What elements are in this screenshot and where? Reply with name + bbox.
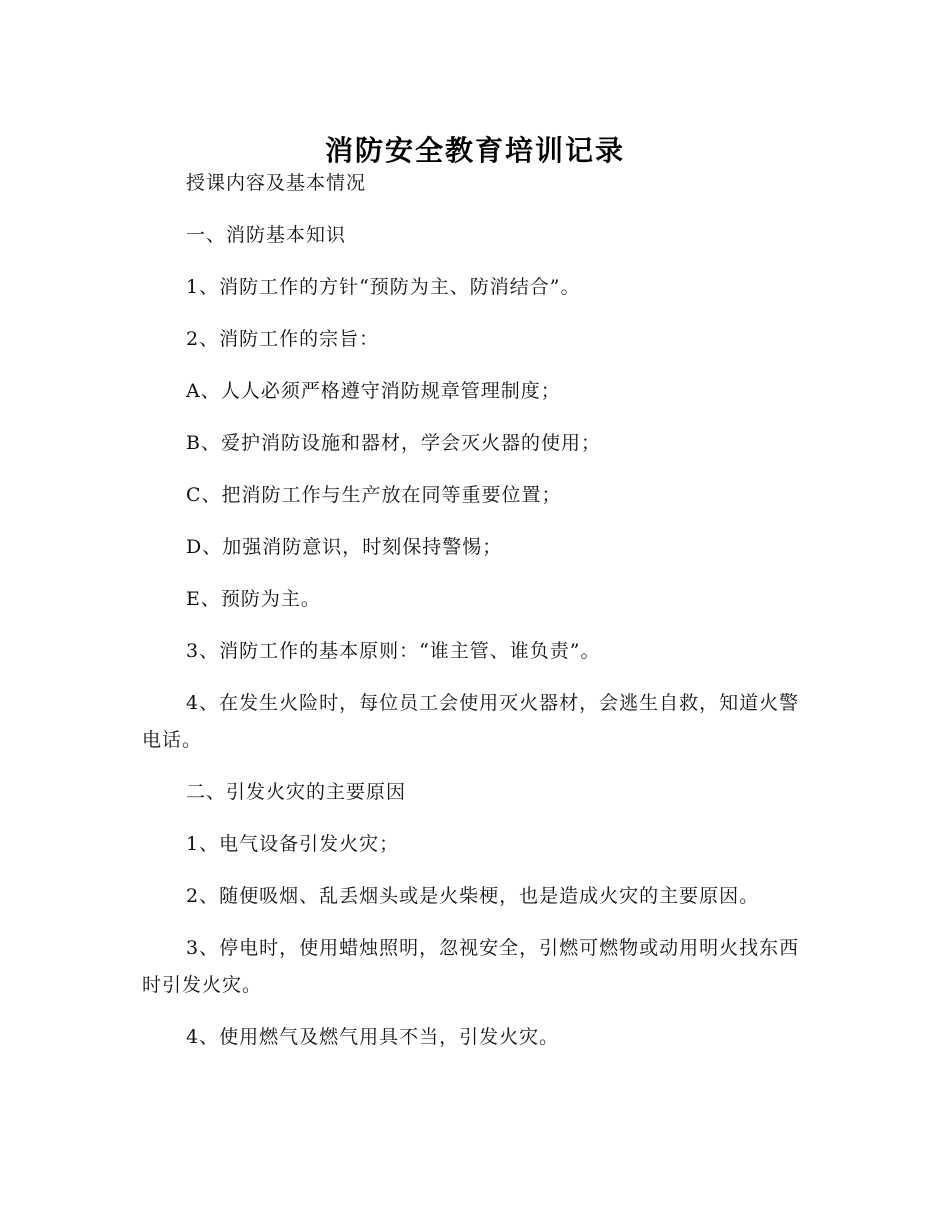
document-body (142, 165, 808, 1056)
paragraph-emergency: 4、在发生火险时，每位员工会使用灭火器材，会逃生自救，知道火警电话。 (142, 692, 800, 751)
list-item-a: A、人人必须严格遵守消防规章管理制度； (186, 380, 561, 402)
cause-item-3: 3、停电时，使用蜡烛照明，忽视安全，引燃可燃物或动用明火找东西时引发火灾。 (142, 937, 800, 996)
cause-item-1: 1、电气设备引发火灾； (186, 833, 400, 855)
paragraph-principle: 3、消防工作的基本原则：“谁主管、谁负责”。 (186, 640, 601, 662)
list-item-d: D、加强消防意识，时刻保持警惕； (186, 536, 503, 558)
list-item-c: C、把消防工作与生产放在同等重要位置； (186, 484, 562, 506)
paragraph-intro: 授课内容及基本情况 (186, 172, 367, 194)
cause-item-2: 2、随便吸烟、乱丢烟头或是火柴梗，也是造成火灾的主要原因。 (186, 885, 760, 907)
section-heading-basics: 一、消防基本知识 (186, 224, 347, 246)
section-heading-causes: 二、引发火灾的主要原因 (186, 781, 407, 803)
list-item-e: E、预防为主。 (186, 588, 321, 610)
paragraph-policy: 1、消防工作的方针“预防为主、防消结合”。 (186, 276, 581, 298)
list-item-b: B、爱护消防设施和器材，学会灭火器的使用； (186, 432, 601, 454)
paragraph-purpose: 2、消防工作的宗旨： (186, 328, 380, 350)
page-title: 消防安全教育培训记录 (324, 133, 625, 167)
cause-item-4: 4、使用燃气及燃气用具不当，引发火灾。 (186, 1026, 560, 1048)
